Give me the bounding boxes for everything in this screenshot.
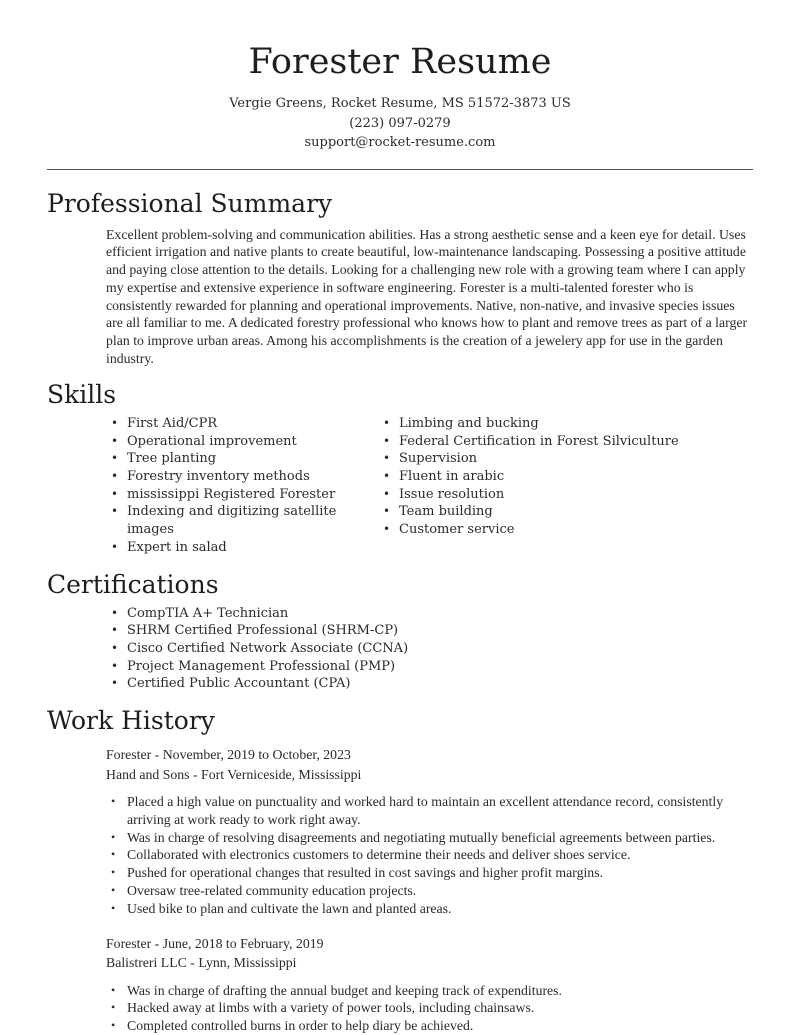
job-company-location: Balistreri LLC - Lynn, Mississippi: [106, 955, 297, 971]
skill-item: • Limbing and bucking: [399, 415, 685, 433]
skill-item: • mississippi Registered Forester: [127, 486, 366, 504]
skills-section: [0, 379, 800, 557]
certifications-section: [0, 569, 800, 694]
skill-item: • Indexing and digitizing satellite images: [127, 503, 366, 538]
skill-item: • Fluent in arabic: [399, 468, 685, 486]
certification-item: • Certified Public Accountant (CPA): [127, 675, 753, 693]
resume-header: [0, 0, 800, 153]
job-entry: [106, 745, 753, 918]
contact-phone: (223) 097-0279: [349, 115, 451, 131]
skill-item: • First Aid/CPR: [127, 415, 366, 433]
skills-column-left: [47, 415, 366, 557]
job-bullet: • Was in charge of drafting the annual budget and keeping track of expenditures.: [127, 982, 753, 1000]
job-bullet: • Was in charge of resolving disagreements and negotiating mutually beneficial agreements between parties.: [127, 829, 753, 847]
job-company-location: Hand and Sons - Fort Verniceside, Mississippi: [106, 766, 362, 782]
certification-item: • Cisco Certified Network Associate (CCNA): [127, 640, 753, 658]
skill-item: • Customer service: [399, 521, 685, 539]
section-heading-certifications: Certifications: [47, 569, 219, 599]
job-title-dates: Forester - June, 2018 to February, 2019: [106, 935, 324, 951]
skill-item: • Tree planting: [127, 450, 366, 468]
skills-columns: [47, 415, 753, 557]
skill-item: • Issue resolution: [399, 486, 685, 504]
certification-item: • SHRM Certified Professional (SHRM-CP): [127, 622, 753, 640]
contact-block: [0, 94, 800, 153]
job-bullet: • Oversaw tree-related community education projects.: [127, 882, 753, 900]
summary-text: Excellent problem-solving and communication abilities. Has a strong aesthetic sense and a keen eye for detail. Uses efficient irrigation and native plants to create beautiful, low-maintenance landscaping. Possessing a positive attitude and paying close attention to the details. Looking for a challenging new role with a growing team where I can apply my expertise and extensive experience in software engineering. Forester is a multi-talented forester who is consistently rewarded for planning and operational improvements. Native, non-native, and invasive species issues are all familiar to me. A dedicated forestry professional who knows how to plant and remove trees as part of a larger plan to improve urban areas. Among his accomplishments is the creation of a jewelery app for use in the garden industry.: [106, 226, 748, 367]
resume-title: Forester Resume: [248, 42, 552, 82]
header-divider: [47, 169, 753, 170]
skills-column-right: [366, 415, 685, 557]
job-bullet: • Used bike to plan and cultivate the lawn and planted areas.: [127, 900, 753, 918]
job-bullet: • Completed controlled burns in order to help diary be achieved.: [127, 1017, 753, 1035]
skill-item: • Expert in salad: [127, 539, 366, 557]
job-bullet: • Pushed for operational changes that resulted in cost savings and higher profit margins.: [127, 864, 753, 882]
contact-email: support@rocket-resume.com: [304, 135, 496, 150]
section-heading-skills: Skills: [47, 379, 117, 409]
contact-address: Vergie Greens, Rocket Resume, MS 51572-3873 US: [229, 96, 571, 111]
job-title-dates: Forester - November, 2019 to October, 2023: [106, 747, 351, 763]
skill-item: • Team building: [399, 503, 685, 521]
section-heading-summary: Professional Summary: [47, 188, 333, 218]
job-bullet: • Collaborated with electronics customers to determine their needs and deliver shoes service.: [127, 846, 753, 864]
skill-item: • Operational improvement: [127, 433, 366, 451]
job-bullet: • Placed a high value on punctuality and worked hard to maintain an excellent attendance record, consistently arriving at work ready to work right away.: [127, 793, 753, 829]
job-bullet: • Hacked away at limbs with a variety of power tools, including chainsaws.: [127, 999, 753, 1017]
skill-item: • Supervision: [399, 450, 685, 468]
certification-item: • CompTIA A+ Technician: [127, 605, 753, 623]
section-heading-work-history: Work History: [47, 706, 215, 736]
skill-item: • Forestry inventory methods: [127, 468, 366, 486]
certification-item: • Project Management Professional (PMP): [127, 658, 753, 676]
work-history-section: [0, 705, 800, 1035]
summary-section: [0, 188, 800, 368]
job-entry: [106, 934, 753, 1035]
skill-item: • Federal Certification in Forest Silviculture: [399, 433, 685, 451]
